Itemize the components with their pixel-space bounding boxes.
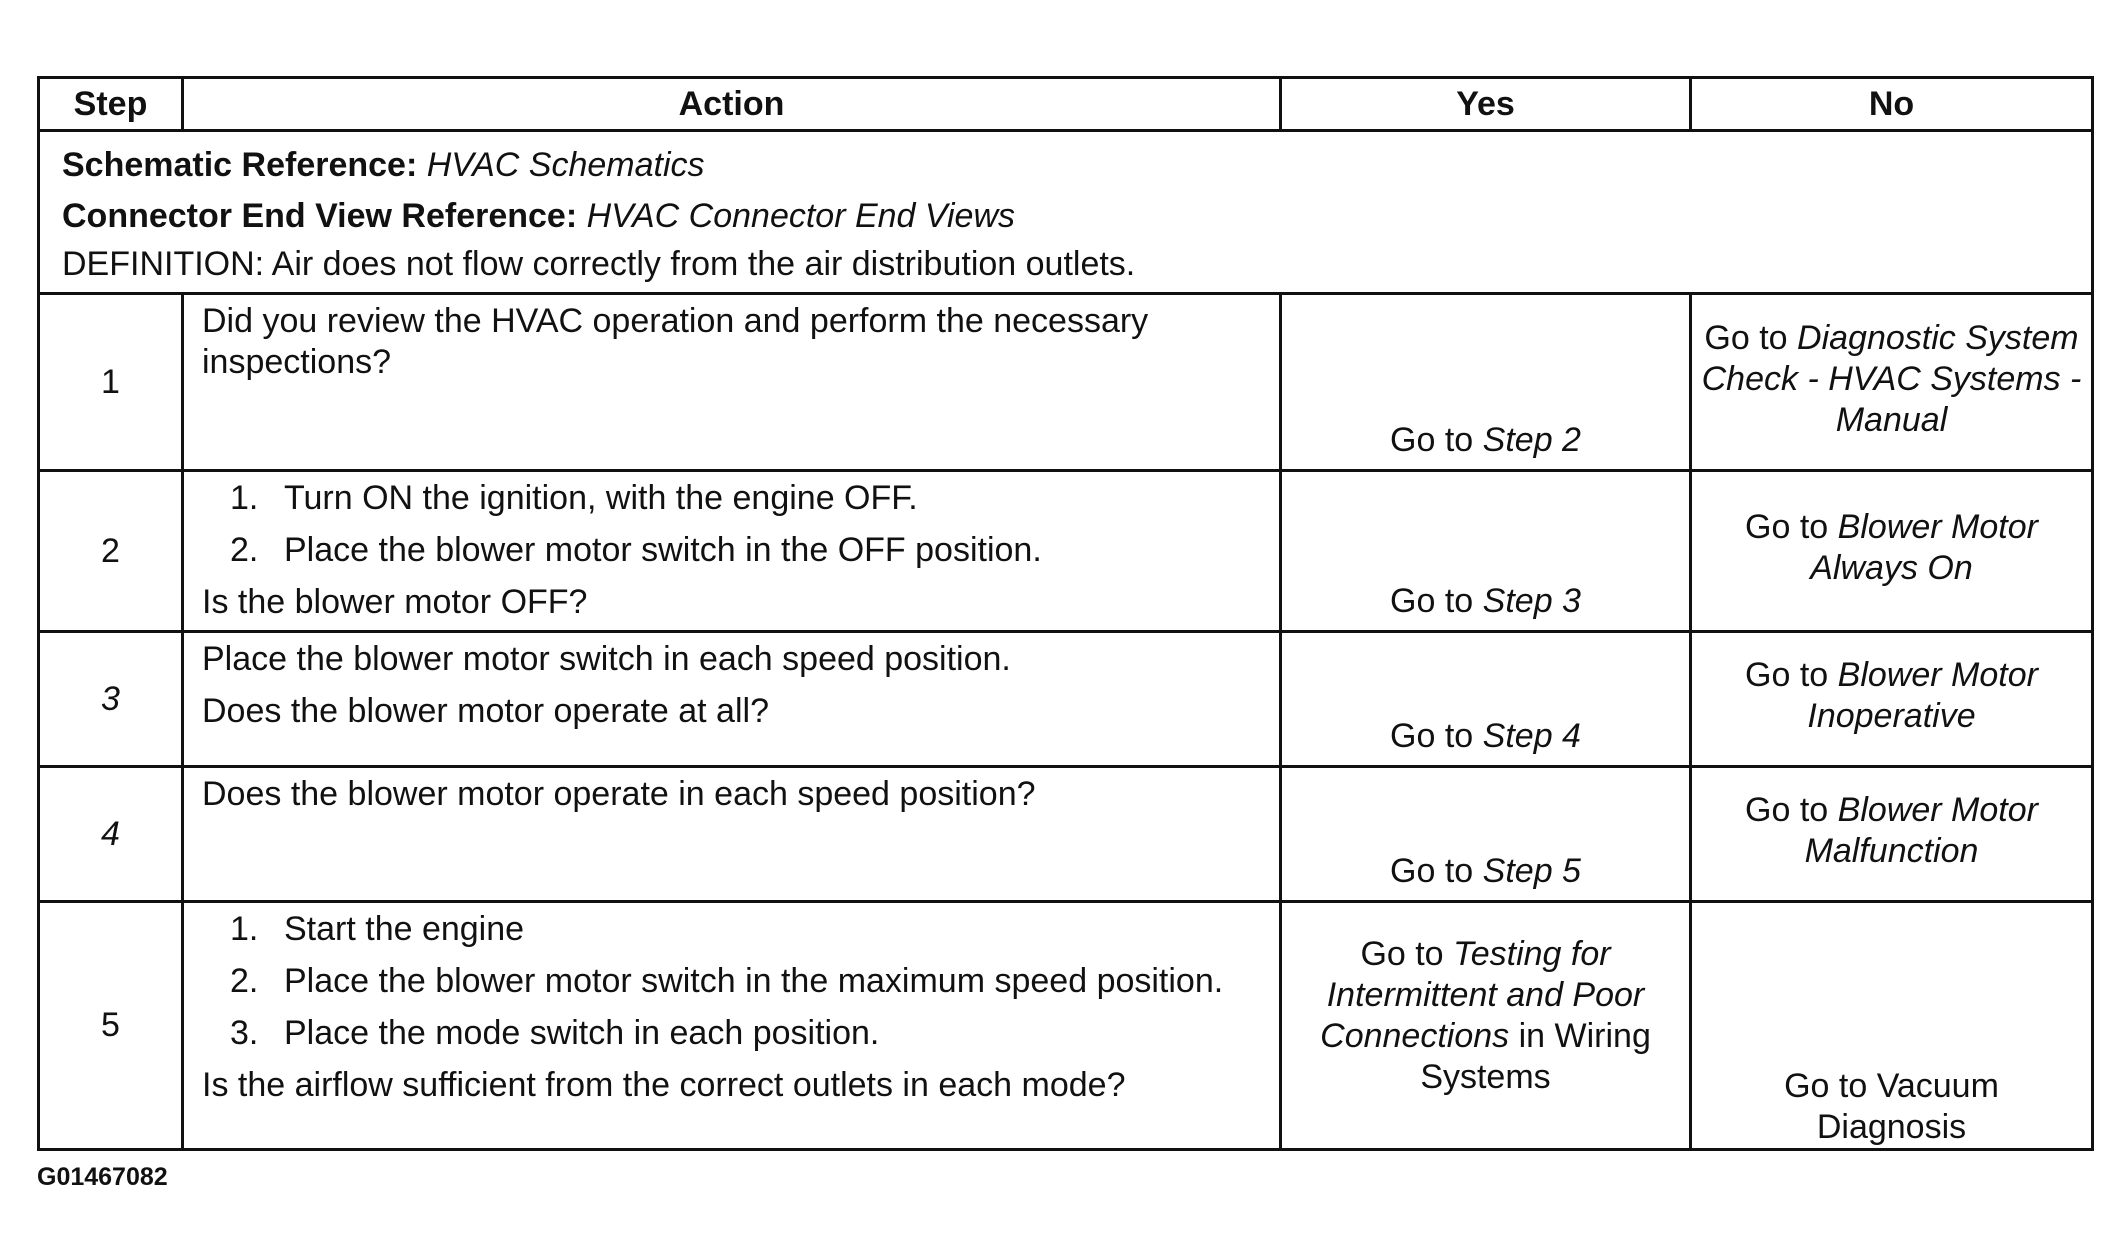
action-cell: [183, 294, 1281, 471]
action-cell: [183, 767, 1281, 902]
table-row: [39, 767, 2093, 902]
definition-text: DEFINITION: Air does not flow correctly from the air distribution outlets.: [62, 245, 1136, 283]
step-number: 1: [39, 294, 183, 471]
no-link[interactable]: Blower Motor Malfunction: [1804, 791, 2038, 870]
step-number: 3: [39, 632, 183, 767]
no-prefix: Go to: [1745, 656, 1829, 694]
no-cell: [1691, 767, 2093, 902]
figure-id: G01467082: [37, 1163, 168, 1191]
connector-reference: [62, 191, 2069, 242]
action-list: [202, 909, 1261, 1054]
yes-cell: [1281, 632, 1691, 767]
table-row: [39, 632, 2093, 767]
no-link[interactable]: Diagnostic System Check - HVAC Systems - Manual: [1701, 318, 2082, 439]
no-cell: [1691, 471, 2093, 632]
action-cell: [183, 632, 1281, 767]
header-row: [39, 78, 2093, 131]
reference-cell: [39, 131, 2093, 294]
no-cell: [1691, 902, 2093, 1150]
reference-row: [39, 131, 2093, 294]
schematic-reference-label: Schematic Reference:: [62, 146, 418, 184]
no-prefix: Go to: [1745, 508, 1829, 546]
yes-link[interactable]: Step 2: [1482, 421, 1581, 459]
action-cell: [183, 471, 1281, 632]
step-number: 2: [39, 471, 183, 632]
list-item: 1. Turn ON the ignition, with the engine OFF.: [230, 479, 918, 517]
yes-link[interactable]: Testing for Intermittent and Poor Connections: [1320, 934, 1645, 1055]
no-text: Go to Vacuum Diagnosis: [1784, 1067, 1999, 1146]
list-item: 3. Place the mode switch in each position.: [230, 1014, 880, 1052]
yes-prefix: Go to: [1390, 421, 1474, 459]
action-list: [202, 478, 1261, 571]
yes-cell: [1281, 902, 1691, 1150]
schematic-reference: [62, 140, 2069, 191]
action-question: Is the airflow sufficient from the correct outlets in each mode?: [202, 1066, 1126, 1104]
schematic-reference-link[interactable]: HVAC Schematics: [426, 146, 705, 184]
yes-cell: [1281, 767, 1691, 902]
action-question: Is the blower motor OFF?: [202, 583, 588, 621]
table-row: [39, 294, 2093, 471]
yes-link[interactable]: Step 3: [1482, 582, 1581, 620]
list-item: 2. Place the blower motor switch in the OFF position.: [230, 531, 1042, 569]
list-item: 2. Place the blower motor switch in the maximum speed position.: [230, 962, 1224, 1000]
yes-prefix: Go to: [1360, 934, 1444, 973]
no-cell: [1691, 294, 2093, 471]
header-step: Step: [39, 78, 183, 131]
step-number: 4: [39, 767, 183, 902]
list-item: 1. Start the engine: [230, 910, 525, 948]
yes-link[interactable]: Step 5: [1482, 852, 1581, 890]
header-yes: Yes: [1281, 78, 1691, 131]
header-no: No: [1691, 78, 2093, 131]
step-number: 5: [39, 902, 183, 1150]
yes-suffix: in Wiring Systems: [1420, 1016, 1651, 1096]
yes-cell: [1281, 294, 1691, 471]
action-question: Does the blower motor operate at all?: [202, 692, 769, 730]
table-row: [39, 471, 2093, 632]
no-cell: [1691, 632, 2093, 767]
no-prefix: Go to: [1745, 791, 1829, 829]
connector-reference-link[interactable]: HVAC Connector End Views: [586, 197, 1015, 235]
action-cell: [183, 902, 1281, 1150]
header-action: Action: [183, 78, 1281, 131]
yes-prefix: Go to: [1390, 582, 1474, 620]
yes-link[interactable]: Step 4: [1482, 717, 1581, 755]
diagnostic-table: [37, 76, 2094, 1151]
connector-reference-label: Connector End View Reference:: [62, 197, 578, 235]
action-text: Place the blower motor switch in each speed position.: [202, 640, 1011, 678]
no-prefix: Go to: [1704, 318, 1788, 357]
yes-prefix: Go to: [1390, 717, 1474, 755]
no-link[interactable]: Blower Motor Inoperative: [1807, 656, 2038, 735]
table-row: [39, 902, 2093, 1150]
no-link[interactable]: Blower Motor Always On: [1810, 508, 2038, 587]
yes-cell: [1281, 471, 1691, 632]
yes-prefix: Go to: [1390, 852, 1474, 890]
action-question: Does the blower motor operate in each speed position?: [202, 775, 1036, 813]
action-question: Did you review the HVAC operation and perform the necessary inspections?: [202, 302, 1149, 381]
